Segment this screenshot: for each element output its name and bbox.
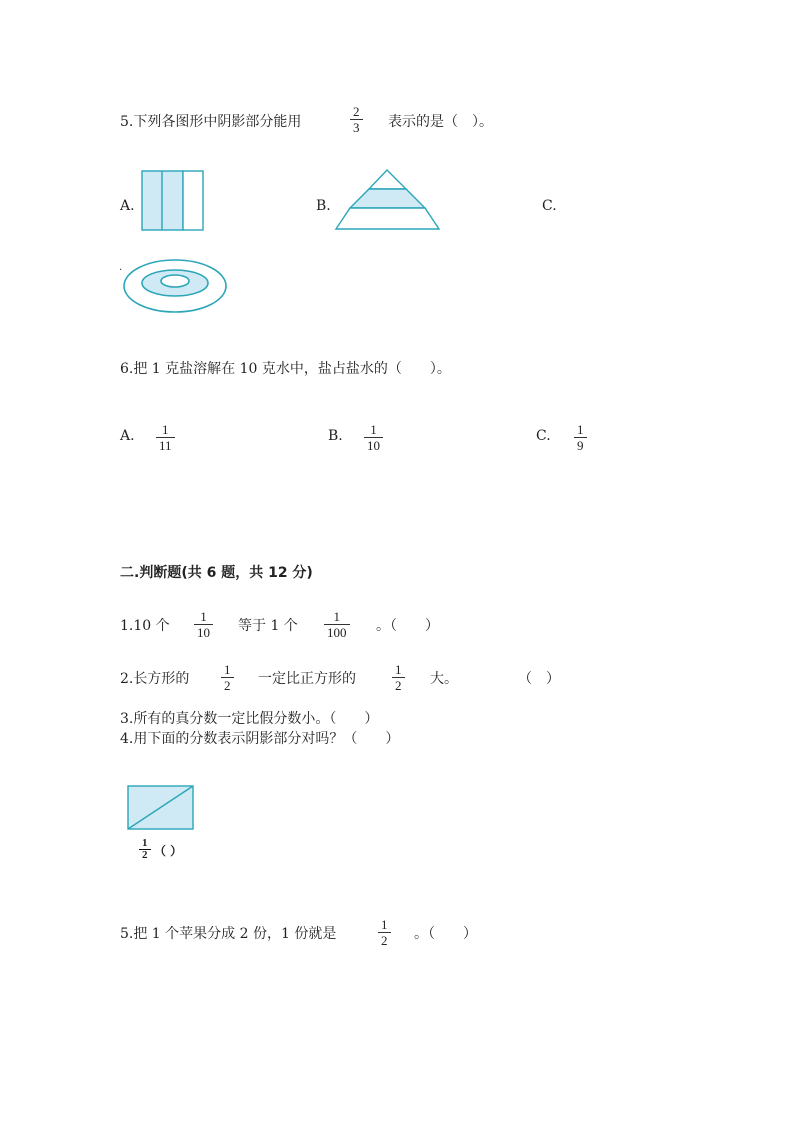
q5-option-c-label: C. — [542, 198, 557, 214]
j1-part2: 等于 1 个 — [238, 618, 298, 634]
q5-prefix: 5.下列各图形中阴影部分能用 — [120, 114, 302, 130]
q5-fraction — [350, 104, 363, 135]
fraction-denominator: 9 — [574, 437, 587, 453]
q5-figure-b-triangle — [335, 169, 441, 231]
q6-fraction-b — [364, 422, 383, 453]
q6-option-b-label: B. — [328, 428, 343, 444]
j1-fraction-2 — [324, 609, 350, 640]
fraction-denominator: 100 — [324, 624, 350, 640]
q6-fraction-c — [574, 422, 587, 453]
j2-answer-paren: （ ） — [518, 671, 560, 687]
fraction-numerator: 1 — [577, 422, 584, 437]
fraction-denominator: 11 — [156, 437, 175, 453]
j1-part1: 1.10 个 — [120, 618, 170, 634]
j4-answer-paren: （ ） — [154, 844, 183, 858]
fraction-denominator: 2 — [378, 932, 391, 948]
j4-figure-rectangle-diagonal — [127, 785, 195, 831]
fraction-denominator: 10 — [364, 437, 383, 453]
q5-suffix: 表示的是（ ）。 — [388, 114, 493, 130]
q6-option-c-label: C. — [536, 428, 551, 444]
fraction-denominator: 2 — [139, 849, 151, 861]
fraction-denominator: 2 — [221, 677, 234, 693]
fraction-numerator: 1 — [333, 609, 340, 624]
j5-fraction — [378, 917, 391, 948]
j1-fraction-1 — [194, 609, 213, 640]
q6-text: 6.把 1 克盐溶解在 10 克水中，盐占盐水的（ ）。 — [120, 361, 451, 377]
j2-fraction-2 — [392, 662, 405, 693]
j4-text: 4.用下面的分数表示阴影部分对吗？（ ） — [120, 731, 400, 747]
q6-option-a-label: A. — [120, 428, 135, 444]
j2-fraction-1 — [221, 662, 234, 693]
q5-option-d-mark: . — [119, 262, 123, 273]
j2-part3: 大。 — [430, 671, 458, 687]
fraction-numerator: 1 — [200, 609, 207, 624]
q5-option-a-label: A. — [120, 198, 135, 214]
fraction-denominator: 3 — [350, 119, 363, 135]
q6-fraction-a — [156, 422, 175, 453]
q5-option-b-label: B. — [316, 198, 331, 214]
fraction-numerator: 1 — [370, 422, 377, 437]
q5-figure-d-rings — [122, 258, 228, 316]
fraction-denominator: 10 — [194, 624, 213, 640]
fraction-numerator: 1 — [224, 662, 231, 677]
j3-text: 3.所有的真分数一定比假分数小。（ ） — [120, 711, 379, 727]
fraction-numerator: 1 — [162, 422, 169, 437]
j2-part1: 2.长方形的 — [120, 671, 190, 687]
q5-figure-a-rectangle — [141, 170, 204, 232]
fraction-denominator: 2 — [392, 677, 405, 693]
fraction-numerator: 2 — [353, 104, 360, 119]
j5-part1: 5.把 1 个苹果分成 2 份，1 份就是 — [120, 926, 337, 942]
j2-part2: 一定比正方形的 — [258, 671, 356, 687]
fraction-numerator: 1 — [395, 662, 402, 677]
fraction-numerator: 1 — [142, 837, 148, 849]
fraction-numerator: 1 — [381, 917, 388, 932]
j4-fraction — [139, 838, 151, 861]
j1-part3: 。（ ） — [376, 618, 439, 634]
j5-part2: 。（ ） — [414, 926, 477, 942]
section-2-title: 二.判断题(共 6 题，共 12 分) — [120, 565, 313, 581]
